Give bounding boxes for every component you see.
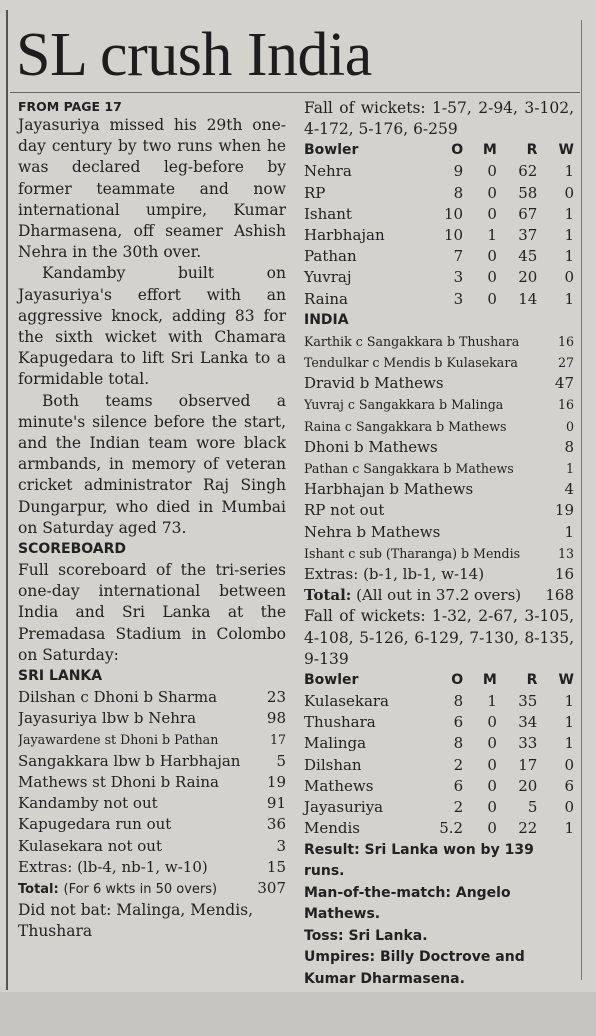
maidens: 0: [487, 776, 497, 795]
scoreboard-intro: Full scoreboard of the tri-series one-day international between India and Sri Lanka at the Premadasa Stadium in Colombo on Saturday:: [18, 561, 286, 664]
maidens: 0: [487, 162, 497, 181]
wickets: 1: [564, 289, 574, 308]
header-wickets: W: [558, 142, 574, 159]
bowling-row: [304, 776, 574, 797]
bowler-name: Thushara: [304, 713, 376, 732]
overs: 8: [453, 734, 464, 753]
batting-row: [304, 500, 574, 521]
overs: 3: [453, 289, 464, 308]
batsman-name: Dravid b Mathews: [304, 374, 444, 393]
batsman-name: Dilshan c Dhoni b Sharma: [18, 688, 218, 707]
kicker: FROM PAGE 17: [18, 99, 122, 114]
wickets: 1: [564, 226, 574, 245]
page-bottom-margin: [0, 992, 596, 1036]
batsman-name: RP not out: [304, 501, 385, 520]
wickets: 1: [564, 819, 574, 838]
bowling-header: [304, 140, 574, 161]
overs: 10: [444, 204, 464, 223]
bowling-row: [304, 246, 574, 267]
maidens: 0: [487, 798, 497, 817]
batsman-runs: 16: [557, 397, 574, 413]
wickets: 1: [564, 734, 574, 753]
overs: 6: [453, 776, 464, 795]
batting-row: [18, 708, 286, 729]
batsman-name: Ishant c sub (Tharanga) b Mendis: [304, 545, 521, 561]
overs: 10: [444, 226, 464, 245]
batsman-runs: 8: [564, 437, 574, 456]
batsman-name: Pathan c Sangakkara b Mathews: [304, 461, 514, 477]
header-overs: O: [451, 142, 464, 159]
bowling-row: [304, 161, 574, 182]
batsman-runs: 13: [557, 545, 574, 561]
maidens: 0: [487, 204, 497, 223]
header-runs: R: [526, 672, 538, 689]
bowler-name: Pathan: [304, 247, 357, 266]
maidens: 0: [487, 713, 497, 732]
runs: 34: [518, 713, 538, 732]
batting-row: [304, 543, 574, 564]
maidens: 1: [487, 692, 497, 711]
total-detail: (For 6 wkts in 50 overs): [63, 881, 218, 897]
batsman-name: Kulasekara not out: [18, 836, 162, 855]
header-bowler: Bowler: [304, 672, 359, 689]
bowling-row: [304, 289, 574, 310]
sl-bowling-table: [304, 691, 574, 839]
batsman-runs: 19: [266, 772, 286, 791]
bowler-name: Raina: [304, 289, 348, 308]
india-fall-of-wickets: Fall of wickets: 1-32, 2-67, 3-105, 4-108, 5-126, 6-129, 7-130, 8-135, 9-139: [304, 607, 574, 668]
bowler-name: Malinga: [304, 734, 367, 753]
batsman-runs: 19: [554, 501, 574, 520]
bowler-name: Jayasuriya: [304, 798, 384, 817]
batsman-name: Jayawardene st Dhoni b Pathan: [18, 732, 219, 748]
wickets: 1: [564, 204, 574, 223]
batting-row: [304, 394, 574, 415]
header-bowler: Bowler: [304, 142, 359, 159]
runs: 14: [518, 289, 538, 308]
batsman-runs: 3: [276, 836, 286, 855]
india-batting: [304, 331, 574, 607]
extras-label: Extras: (b-1, lb-1, w-14): [304, 565, 485, 584]
wickets: 1: [564, 162, 574, 181]
paragraph: Both teams observed a minute's silence before the start, and the Indian team wore black armbands, in memory of veteran cricket administrator Raj Singh Dungarpur, who died in Mumbai on Saturday aged 73.: [18, 391, 286, 537]
batting-row: [304, 479, 574, 500]
batsman-runs: 47: [554, 374, 574, 393]
runs: 20: [518, 268, 538, 287]
bowling-row: [304, 267, 574, 288]
umpires: Umpires: Billy Doctrove and Kumar Dharmasena.: [304, 949, 525, 987]
runs: 5: [527, 798, 538, 817]
batting-row: [18, 687, 286, 708]
bowling-row: [304, 712, 574, 733]
overs: 6: [453, 713, 464, 732]
right-column: [304, 98, 574, 990]
bowling-row: [304, 818, 574, 839]
india-heading: INDIA: [304, 311, 349, 328]
maidens: 0: [487, 819, 497, 838]
batsman-name: Nehra b Mathews: [304, 522, 441, 541]
overs: 5.2: [439, 819, 464, 838]
batsman-name: Jayasuriya lbw b Nehra: [18, 709, 197, 728]
overs: 2: [453, 755, 464, 774]
batting-row: [304, 416, 574, 437]
sl-fall-of-wickets: Fall of wickets: 1-57, 2-94, 3-102, 4-172, 5-176, 6-259: [304, 99, 574, 139]
header-wickets: W: [558, 672, 574, 689]
bowler-name: Ishant: [304, 204, 352, 223]
overs: 7: [453, 247, 464, 266]
match-result: Result: Sri Lanka won by 139 runs.: [304, 841, 534, 879]
batsman-name: Raina c Sangakkara b Mathews: [304, 418, 507, 434]
batting-row: [304, 458, 574, 479]
runs: 45: [518, 247, 538, 266]
extras-row: [18, 857, 286, 878]
batsman-runs: 91: [266, 794, 286, 813]
sri-lanka-batting: [18, 687, 286, 942]
bowler-name: Yuvraj: [304, 268, 352, 287]
batsman-runs: 1: [565, 461, 574, 477]
maidens: 0: [487, 289, 497, 308]
batsman-name: Sangakkara lbw b Harbhajan: [18, 751, 241, 770]
header-overs: O: [451, 672, 464, 689]
batsman-name: Harbhajan b Mathews: [304, 480, 474, 499]
man-of-the-match: Man-of-the-match: Angelo Mathews.: [304, 884, 511, 922]
total-detail: (All out in 37.2 overs): [356, 586, 522, 605]
batsman-name: Yuvraj c Sangakkara b Malinga: [304, 397, 504, 413]
batsman-runs: 16: [557, 333, 574, 349]
runs: 67: [518, 204, 538, 223]
overs: 2: [453, 798, 464, 817]
bowler-name: Kulasekara: [304, 692, 389, 711]
bowler-name: Nehra: [304, 162, 352, 181]
batting-row: [18, 729, 286, 750]
extras-runs: 16: [554, 565, 574, 584]
runs: 20: [518, 776, 538, 795]
extras-runs: 15: [266, 857, 286, 876]
wickets: 0: [564, 183, 574, 202]
batsman-name: Dhoni b Mathews: [304, 437, 438, 456]
batting-row: [18, 772, 286, 793]
runs: 22: [518, 819, 538, 838]
maidens: 0: [487, 247, 497, 266]
wickets: 1: [564, 247, 574, 266]
extras-label: Extras: (lb-4, nb-1, w-10): [18, 857, 208, 876]
total-label: Total:: [18, 881, 59, 897]
batting-row: [304, 331, 574, 352]
bowler-name: Dilshan: [304, 755, 362, 774]
header-runs: R: [526, 142, 538, 159]
wickets: 1: [564, 713, 574, 732]
batting-row: [18, 814, 286, 835]
header-maidens: M: [482, 142, 497, 159]
batsman-runs: 4: [564, 480, 574, 499]
batting-row: [18, 751, 286, 772]
india-bowling-table: [304, 161, 574, 309]
paragraph: Kandamby built on Jayasuriya's effort with an aggressive knock, adding 83 for the sixth wicket with Chamara Kapugedara to lift Sri Lanka to a formidable total.: [18, 264, 286, 389]
maidens: 0: [487, 268, 497, 287]
article-body: [18, 115, 286, 539]
batting-row: [304, 522, 574, 543]
toss: Toss: Sri Lanka.: [304, 927, 428, 944]
batsman-runs: 1: [564, 522, 574, 541]
bowler-name: Mathews: [304, 776, 374, 795]
maidens: 0: [487, 734, 497, 753]
bowling-row: [304, 204, 574, 225]
maidens: 1: [487, 226, 497, 245]
batsman-runs: 5: [276, 751, 286, 770]
wickets: 0: [564, 268, 574, 287]
wickets: 1: [564, 692, 574, 711]
batsman-runs: 27: [557, 355, 574, 371]
batsman-name: Tendulkar c Mendis b Kulasekara: [304, 355, 518, 371]
total-row: [304, 585, 574, 606]
sri-lanka-heading: SRI LANKA: [18, 668, 103, 685]
batting-row: [18, 793, 286, 814]
runs: 37: [518, 226, 538, 245]
batting-row: [304, 373, 574, 394]
bowling-header: [304, 670, 574, 691]
batsman-runs: 98: [266, 709, 286, 728]
batsman-runs: 36: [266, 815, 286, 834]
wickets: 6: [564, 776, 574, 795]
wickets: 0: [564, 755, 574, 774]
overs: 9: [453, 162, 464, 181]
paragraph: Jayasuriya missed his 29th one-day century by two runs when he was declared leg-before by former teammate and now international umpire, Kumar Dharmasena, off seamer Ashish Nehra in the 30th over.: [18, 116, 286, 262]
left-column: [18, 98, 286, 943]
overs: 8: [453, 692, 464, 711]
runs: 58: [518, 183, 538, 202]
batting-row: [18, 836, 286, 857]
overs: 3: [453, 268, 464, 287]
bowler-name: Mendis: [304, 819, 360, 838]
total-label: Total:: [304, 586, 352, 605]
maidens: 0: [487, 755, 497, 774]
maidens: 0: [487, 183, 497, 202]
bowling-row: [304, 225, 574, 246]
runs: 35: [518, 692, 538, 711]
did-not-bat: Did not bat: Malinga, Mendis, Thushara: [18, 901, 254, 941]
batsman-runs: 17: [269, 732, 286, 748]
headline-rule: [10, 92, 580, 93]
runs: 17: [518, 755, 538, 774]
batsman-name: Kandamby not out: [18, 794, 158, 813]
total-runs: 168: [545, 586, 574, 605]
bowling-row: [304, 183, 574, 204]
batting-row: [304, 352, 574, 373]
bowling-row: [304, 797, 574, 818]
bowling-row: [304, 691, 574, 712]
batsman-runs: 23: [266, 688, 286, 707]
batting-row: [304, 437, 574, 458]
bowler-name: Harbhajan: [304, 226, 385, 245]
runs: 62: [518, 162, 538, 181]
header-maidens: M: [482, 672, 497, 689]
total-runs: 307: [257, 878, 286, 897]
batsman-runs: 0: [565, 418, 574, 434]
batsman-name: Kapugedara run out: [18, 815, 172, 834]
wickets: 0: [564, 798, 574, 817]
bowling-row: [304, 733, 574, 754]
bowling-row: [304, 755, 574, 776]
batsman-name: Mathews st Dhoni b Raina: [18, 772, 219, 791]
headline: SL crush India: [16, 21, 372, 89]
runs: 33: [518, 734, 538, 753]
column-rule-right: [581, 20, 582, 980]
extras-row: [304, 564, 574, 585]
batsman-name: Karthik c Sangakkara b Thushara: [304, 333, 520, 349]
column-rule-left: [6, 10, 8, 990]
scoreboard-heading: SCOREBOARD: [18, 541, 127, 558]
overs: 8: [453, 183, 464, 202]
total-row: [18, 878, 286, 900]
bowler-name: RP: [304, 183, 326, 202]
